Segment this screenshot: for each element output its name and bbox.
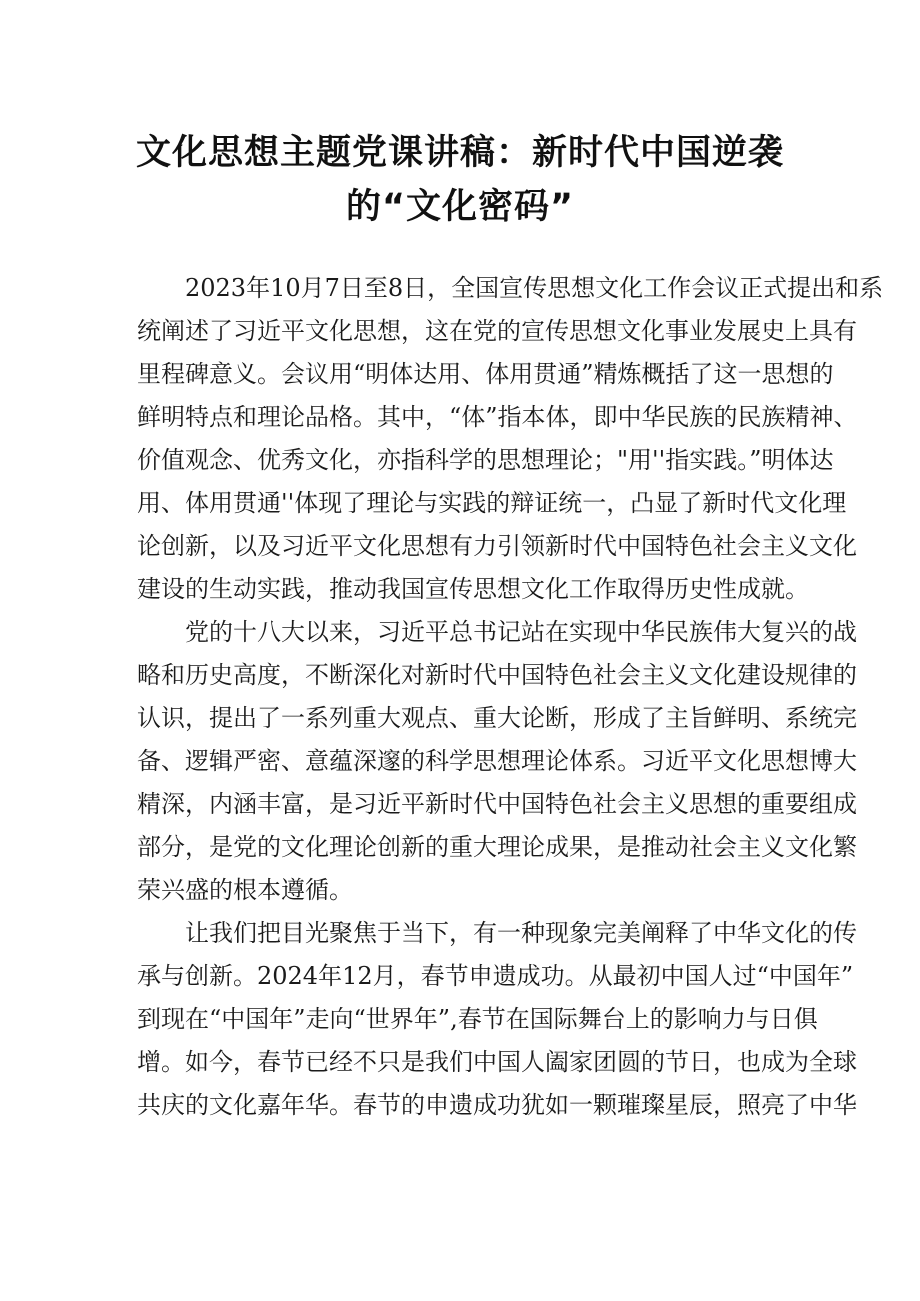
paragraph-line: 建设的生动实践，推动我国宣传思想文化工作取得历史性成就。	[137, 575, 809, 603]
paragraph-line: 共庆的文化嘉年华。春节的申遗成功犹如一颗璀璨星辰，照亮了中华	[137, 1091, 857, 1119]
paragraph-line: 精深，内涵丰富，是习近平新时代中国特色社会主义思想的重要组成	[137, 790, 857, 818]
paragraph-line: 略和历史高度，不断深化对新时代中国特色社会主义文化建设规律的	[137, 661, 857, 689]
paragraph-line: 党的十八大以来，习近平总书记站在实现中华民族伟大复兴的战	[185, 618, 857, 646]
paragraph-line: 鲜明特点和理论品格。其中，“体”指本体，即中华民族的民族精神、	[137, 403, 858, 431]
paragraph-line: 用、体用贯通''体现了理论与实践的辩证统一，凸显了新时代文化理	[137, 489, 847, 517]
document-title-line-1: 文化思想主题党课讲稿：新时代中国逆袭	[135, 133, 784, 173]
paragraph-line: 增。如今，春节已经不只是我们中国人阖家团圆的节日，也成为全球	[137, 1048, 857, 1076]
paragraph-line: 里程碑意义。会议用“明体达用、体用贯通”精炼概括了这一思想的	[137, 360, 834, 388]
paragraph-line: 到现在“中国年”走向“世界年”,春节在国际舞台上的影响力与日俱	[137, 1005, 818, 1033]
document-title-line-2: 的“文化密码”	[345, 187, 574, 227]
paragraph-line: 备、逻辑严密、意蕴深邃的科学思想理论体系。习近平文化思想博大	[137, 747, 857, 775]
paragraph-line: 荣兴盛的根本遵循。	[137, 876, 353, 904]
paragraph-line: 论创新，以及习近平文化思想有力引领新时代中国特色社会主义文化	[137, 532, 857, 560]
paragraph-line: 认识，提出了一系列重大观点、重大论断，形成了主旨鲜明、系统完	[137, 704, 857, 732]
paragraph-line: 承与创新。2024年12月，春节申遗成功。从最初中国人过“中国年”	[137, 962, 854, 990]
paragraph-line: 2023年10月7日至8日，全国宣传思想文化工作会议正式提出和系	[185, 274, 884, 302]
paragraph-line: 部分，是党的文化理论创新的重大理论成果，是推动社会主义文化繁	[137, 833, 857, 861]
paragraph-line: 让我们把目光聚焦于当下，有一种现象完美阐释了中华文化的传	[185, 919, 857, 947]
paragraph-line: 统阐述了习近平文化思想，这在党的宣传思想文化事业发展史上具有	[137, 317, 857, 345]
paragraph-line: 价值观念、优秀文化，亦指科学的思想理论；"用''指实践。”明体达	[137, 446, 834, 474]
